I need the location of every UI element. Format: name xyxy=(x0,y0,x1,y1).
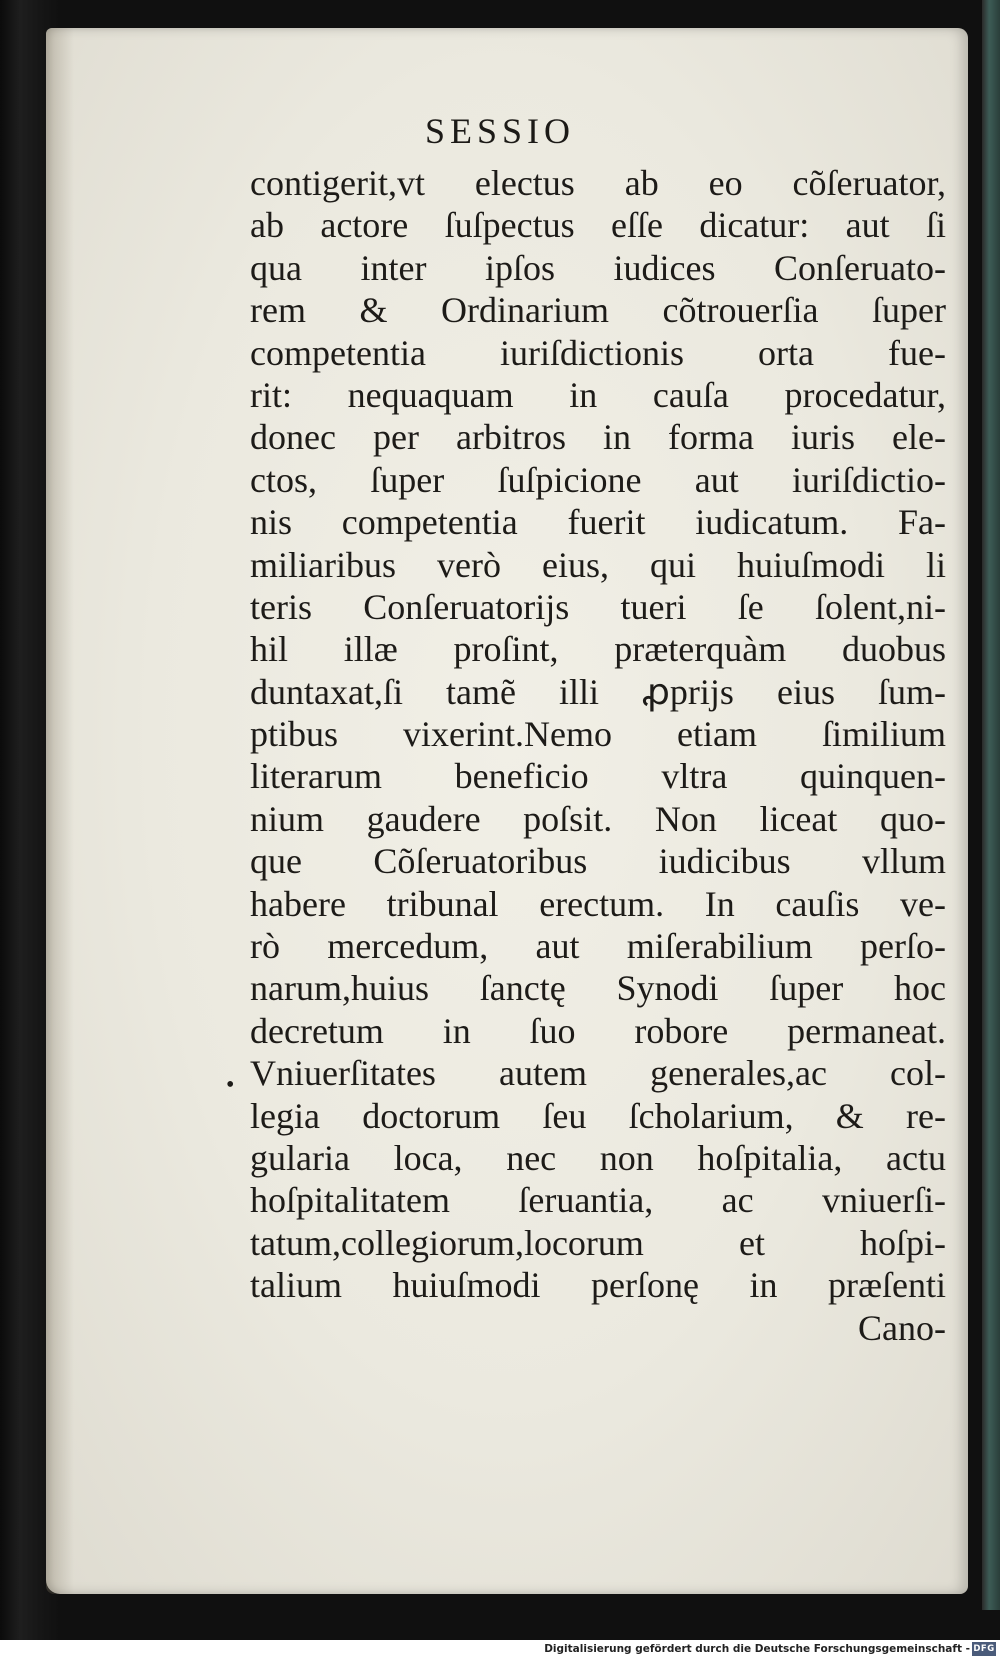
text-line: nis competentia fuerit iudicatum. Fa- xyxy=(250,502,946,543)
text-line: miliaribus verò eius, qui huiuſmodi li xyxy=(250,544,946,585)
text-line: ab actore ſuſpectus eſſe dicatur: aut ſi xyxy=(250,205,946,246)
body-text xyxy=(250,162,946,1349)
marginal-mark: • xyxy=(226,1072,235,1098)
text-line: donec per arbitros in forma iuris ele- xyxy=(250,417,946,458)
text-line: legia doctorum ſeu ſcholarium, & re- xyxy=(250,1095,946,1136)
text-line: habere tribunal erectum. In cauſis ve- xyxy=(250,883,946,924)
text-line: talium huiuſmodi perſonę in præſenti xyxy=(250,1265,946,1306)
text-line: hil illæ proſint, præterquàm duobus xyxy=(250,629,946,670)
text-line: teris Conſeruatorijs tueri ſe ſolent,ni- xyxy=(250,586,946,627)
text-line: rò mercedum, aut miſerabilium perſo- xyxy=(250,926,946,967)
running-head: SESSIO xyxy=(424,111,576,151)
text-line: nium gaudere poſsit. Non liceat quo- xyxy=(250,798,946,839)
text-line: narum,huius ſanctę Synodi ſuper hoc xyxy=(250,968,946,1009)
text-line: rit: nequaquam in cauſa procedatur, xyxy=(250,374,946,415)
text-line: competentia iuriſdictionis orta fue- xyxy=(250,332,946,373)
text-line: qua inter ipſos iudices Conſeruato- xyxy=(250,247,946,288)
text-line: tatum,collegiorum,locorum et hoſpi- xyxy=(250,1222,946,1263)
book-cover-edge xyxy=(982,0,1000,1610)
text-line: ptibus vixerint.Nemo etiam ſimilium xyxy=(250,714,946,755)
text-line: rem & Ordinarium cõtrouerſia ſuper xyxy=(250,290,946,331)
dfg-logo-icon: DFG xyxy=(973,1644,995,1654)
text-line: literarum beneficio vltra quinquen- xyxy=(250,756,946,797)
page-gutter-shadow xyxy=(46,28,74,1594)
funding-credit: Digitalisierung gefördert durch die Deutsche Forschungsgemeinschaft - xyxy=(544,1643,970,1655)
text-line: contigerit,vt electus ab eo cõſeruator, xyxy=(250,163,946,203)
text-line: hoſpitalitatem ſeruantia, ac vniuerſi- xyxy=(250,1180,946,1221)
text-line: duntaxat,ſi tamẽ illi ꝓprijs eius ſum- xyxy=(250,671,946,712)
catchword: Cano- xyxy=(858,1307,946,1348)
text-line: decretum in ſuo robore permaneat. xyxy=(250,1010,946,1051)
text-line: gularia loca, nec non hoſpitalia, actu xyxy=(250,1137,946,1178)
text-line: ctos, ſuper ſuſpicione aut iuriſdictio- xyxy=(250,459,946,500)
text-line: que Cõſeruatoribus iudicibus vllum xyxy=(250,841,946,882)
text-line: Vniuerſitates autem generales,ac col- xyxy=(250,1053,946,1094)
